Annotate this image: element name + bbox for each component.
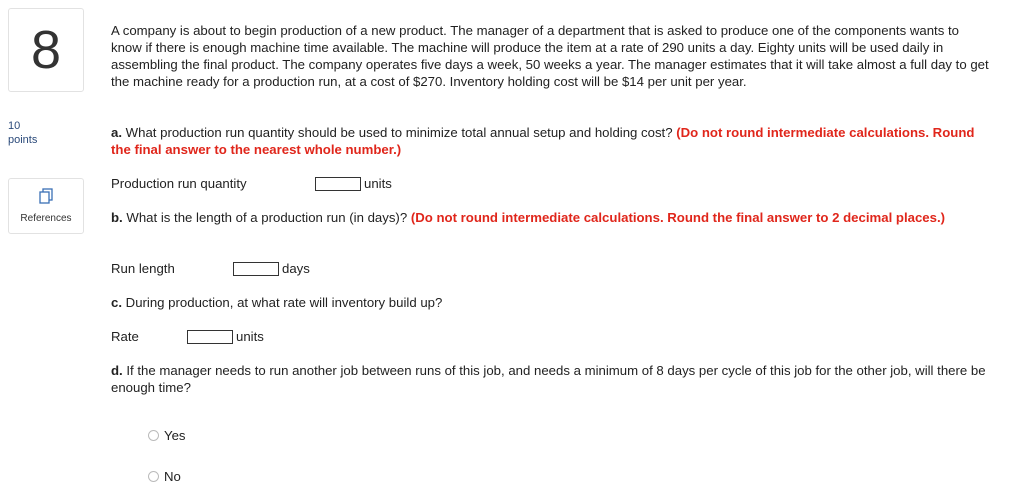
part-a-field-label: Production run quantity [111,176,247,191]
run-length-input[interactable] [233,262,279,276]
question-number: 8 [8,8,84,92]
option-yes[interactable] [148,428,186,443]
part-a-question [111,124,991,158]
part-d-text: If the manager needs to run another job between runs of this job, and needs a minimum of 8 days per cycle of this job for the other job, will there be enough time? [111,363,986,395]
part-c-answer-row [111,328,264,345]
rate-input[interactable] [187,330,233,344]
references-button[interactable] [8,178,84,234]
question-body [111,22,991,90]
part-a-text: What production run quantity should be used to minimize total annual setup and holding cost? [122,125,677,140]
part-a-note: (Do not round intermediate calculations. Round the final answer to the nearest whole number.) [111,125,975,157]
part-c-question [111,294,991,311]
references-icon [39,188,53,207]
part-c-prefix: c. [111,295,122,310]
points-value: 10 [8,120,21,132]
part-c-field-label: Rate [111,329,139,344]
points-label: points [8,134,38,146]
references-label: References [20,213,72,224]
part-b-prefix: b. [111,210,123,225]
points-display [8,119,37,147]
part-d-prefix: d. [111,363,123,378]
part-a-prefix: a. [111,125,122,140]
option-yes-label: Yes [164,428,186,443]
part-b-answer-row [111,260,310,277]
production-run-quantity-input[interactable] [315,177,361,191]
part-c-unit: units [236,329,264,344]
part-a-unit: units [364,176,392,191]
part-b-question [111,209,991,226]
part-b-text: What is the length of a production run (in days)? [122,210,411,225]
no-radio[interactable] [148,471,159,482]
part-b-unit: days [282,261,310,276]
question-intro: A company is about to begin production of a new product. The manager of a department that is asked to produce one of the components wants to know if there is enough machine time available. The machine will produce the item at a rate of 290 units a day. Eighty units will be used daily in assembling the final product. The company operates five days a week, 50 weeks a year. The manager estimates that it will take almost a full day to get the machine ready for a production run, at a cost of $270. Inventory holding cost will be $14 per unit per year. [111,23,989,89]
option-no[interactable] [148,469,181,484]
part-c-text: During production, at what rate will inventory build up? [122,295,443,310]
part-b-note: (Do not round intermediate calculations. Round the final answer to 2 decimal places.) [410,210,946,225]
part-a-answer-row [111,175,392,192]
yes-radio[interactable] [148,430,159,441]
part-b-field-label: Run length [111,261,175,276]
option-no-label: No [164,469,181,484]
part-d-question [111,362,991,396]
